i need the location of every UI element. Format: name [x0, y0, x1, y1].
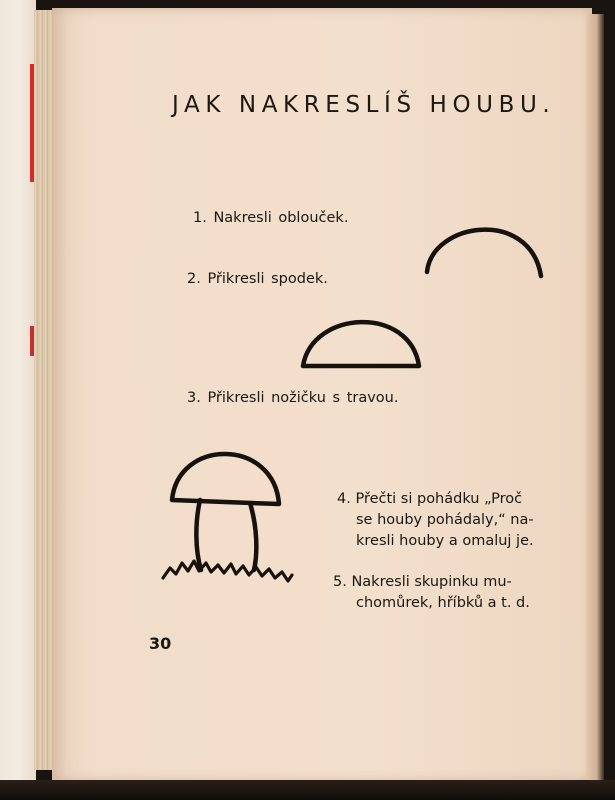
mushroom-with-grass-drawing [163, 454, 292, 581]
mushroom-cap [172, 454, 279, 504]
mushroom-stem [196, 500, 256, 570]
grass-icon [163, 561, 292, 581]
arc-drawing [427, 230, 541, 276]
step-1: 1. Nakresli oblouček. [193, 210, 349, 226]
mushroom-cap-drawing [303, 322, 419, 366]
step-2: 2. Přikresli spodek. [187, 271, 328, 287]
step-4-line-1: 4. Přečti si pohádku „Proč [337, 491, 523, 507]
step-5-line-1: 5. Nakresli skupinku mu- [333, 574, 512, 590]
step-5-line-2: chomůrek, hříbků a t. d. [356, 595, 530, 611]
step-4-line-2: se houby pohádaly,“ na- [356, 512, 534, 528]
step-4-line-3: kresli houby a omaluj je. [356, 533, 534, 549]
page-number: 30 [149, 634, 172, 653]
page-title: JAK NAKRESLÍŠ HOUBU. [172, 92, 556, 118]
step-3: 3. Přikresli nožičku s travou. [187, 390, 399, 406]
